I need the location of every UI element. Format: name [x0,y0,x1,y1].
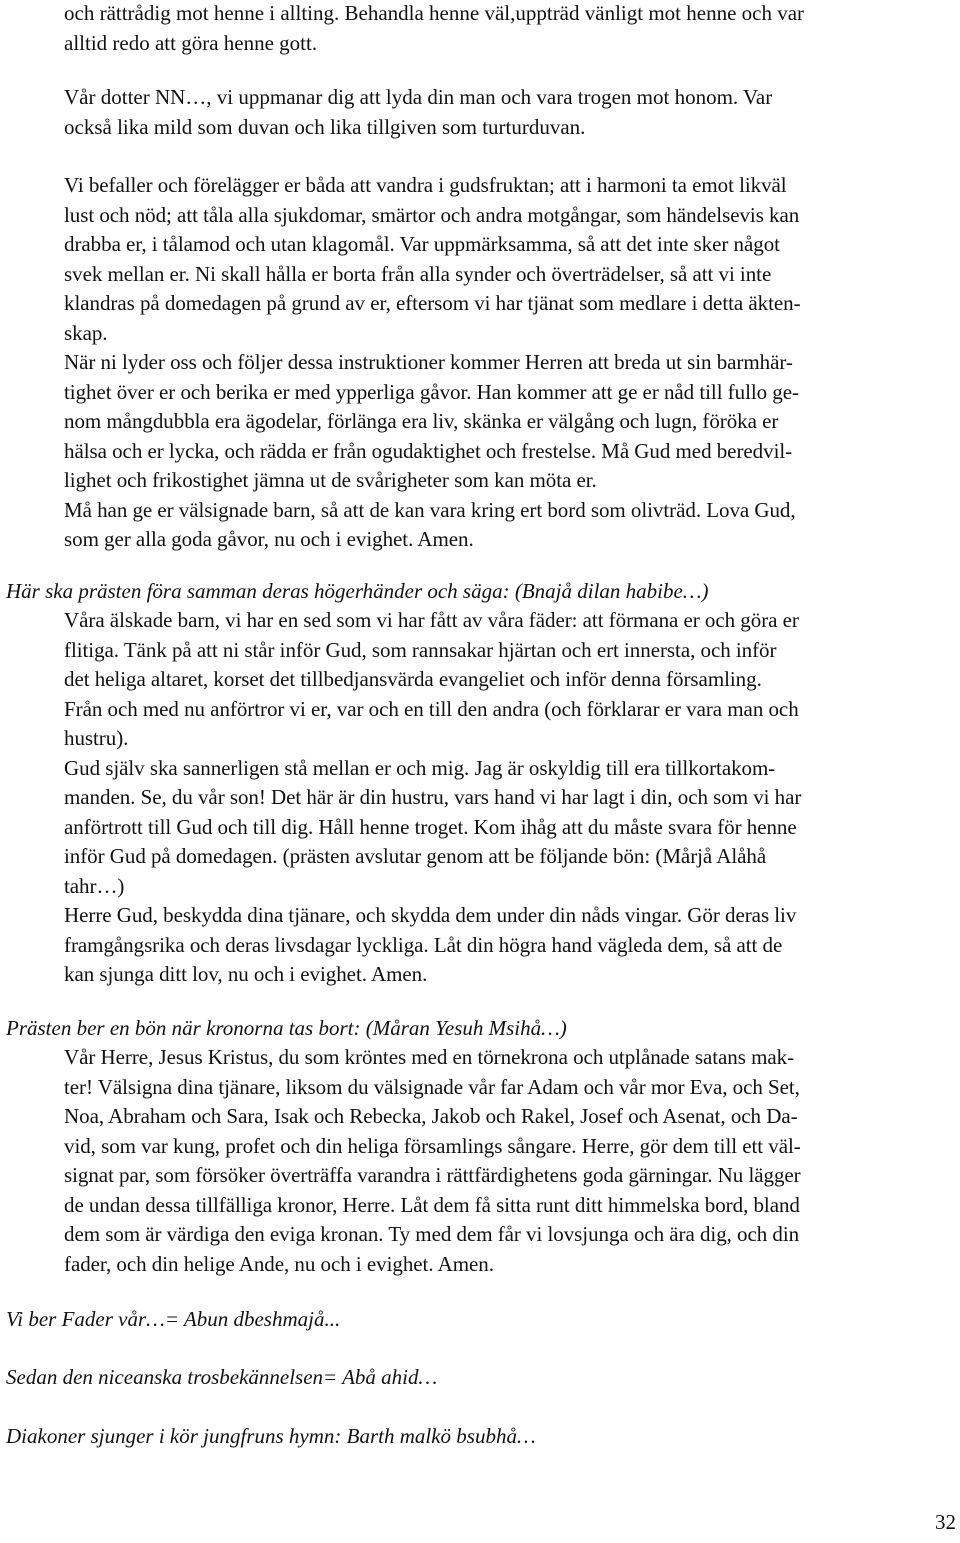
text-line: Herre Gud, beskydda dina tjänare, och skydda dem under din nåds vingar. Gör deras liv [64,903,797,927]
text-line: ter! Välsigna dina tjänare, liksom du välsignade vår far Adam och vår mor Eva, och Set, [64,1074,800,1099]
text-line: När ni lyder oss och följer dessa instruktioner kommer Herren att breda ut sin barmhär- [64,350,793,374]
paragraph-crowns-prayer [64,1043,957,1279]
text-line: som ger alla goda gåvor, nu och i evighet. Amen. [64,527,474,551]
text-line: Vår dotter NN…, vi uppmanar dig att lyda din man och vara trogen mot honom. Var [64,85,773,109]
text-line: manden. Se, du vår son! Det här är din hustru, vars hand vi har lagt i din, och som vi har [64,785,802,809]
text-line: Våra älskade barn, vi har en sed som vi har fått av våra fäder: att förmana er och göra er [64,608,799,632]
text-line: alltid redo att göra henne gott. [64,30,318,55]
text-line: signat par, som försöker överträffa varandra i rättfärdighetens goda gärningar. Nu lägger [64,1163,801,1187]
text-line: framgångsrika och deras livsdagar lyckliga. Låt din högra hand vägleda dem, så att de [64,932,783,957]
text-line: skap. [64,320,108,345]
text-line: Vår Herre, Jesus Kristus, du som kröntes med en törnekrona och utplånade satans mak- [64,1045,795,1069]
text-line: nom mångdubbla era ägodelar, förlänga era liv, skänka er välgång och lugn, föröka er [64,409,779,433]
text-line: Från och med nu anförtror vi er, var och en till den andra (och förklarar er vara man och [64,696,799,721]
text-line: anförtrott till Gud och till dig. Håll henne troget. Kom ihåg att du måste svara för henne [64,814,797,839]
text-line: dem som är värdiga den eviga kronan. Ty med dem får vi lovsjunga och ära dig, och din [64,1222,800,1246]
text-line: inför Gud på domedagen. (prästen avslutar genom att be följande bön: (Mårjå Alåhå [64,844,767,868]
heading-nicene-creed: Sedan den niceanska trosbekännelsen= Abå ahid… [6,1365,438,1389]
heading-crowns-removed: Prästen ber en bön när kronorna tas bort: (Måran Yesuh Msihå…) [6,1016,567,1040]
heading-joining-hands: Här ska prästen föra samman deras högerhänder och säga: (Bnajå dilan habibe…) [6,579,709,603]
text-line: Noa, Abraham och Sara, Isak och Rebecka, Jakob och Rakel, Josef och Asenat, och Da- [64,1104,798,1128]
text-line: hälsa och er lycka, och rädda er från ogudaktighet och frestelse. Må Gud med beredvil- [64,438,793,463]
text-line: svek mellan er. Ni skall hålla er borta från alla synder och överträdelser, så att vi inte [64,261,772,286]
paragraph-intro-husband [64,0,957,58]
text-line: klandras på domedagen på grund av er, eftersom vi har tjänat som medlare i detta äkten- [64,291,801,315]
text-line: de undan dessa tillfälliga kronor, Herre. Låt dem få sitta runt ditt himmelska bord, bland [64,1192,800,1217]
text-line: tighet över er och berika er med ypperliga gåvor. Han kommer att ge er nåd till fullo ge- [64,379,799,404]
paragraph-exhortation [64,171,957,555]
text-line: Må han ge er välsignade barn, så att de kan vara kring ert bord som olivträd. Lova Gud, [64,497,796,522]
page-number: 32 [935,1510,956,1534]
paragraph-joining-address [64,606,957,990]
text-line: lighet och frikostighet jämna ut de svårigheter som kan möta er. [64,468,597,492]
text-line: Gud själv ska sannerligen stå mellan er och mig. Jag är oskyldig till era tillkortakom- [64,755,776,780]
text-line: vid, som var kung, profet och din heliga församlings sångare. Herre, gör dem till ett väl- [64,1133,801,1158]
heading-lords-prayer: Vi ber Fader vår…= Abun dbeshmajå... [6,1307,341,1331]
text-line: det heliga altaret, korset det tillbedjansvärda evangeliet och inför denna församling. [64,667,762,691]
text-line: drabba er, i tålamod och utan klagomål. Var uppmärksamma, så att det inte sker något [64,232,780,256]
heading-virgin-hymn: Diakoner sjunger i kör jungfruns hymn: Barth malkö bsubhå… [6,1424,536,1448]
text-line: tahr…) [64,873,125,898]
text-line: kan sjunga ditt lov, nu och i evighet. Amen. [64,962,428,986]
text-line: också lika mild som duvan och lika tillgiven som turturduvan. [64,114,586,139]
text-line: fader, och din helige Ande, nu och i evighet. Amen. [64,1251,494,1276]
text-line: och rättrådig mot henne i allting. Behandla henne väl,uppträd vänligt mot henne och var [64,1,805,25]
text-line: lust och nöd; att tåla alla sjukdomar, smärtor och andra motgångar, som händelsevis kan [64,202,800,227]
text-line: Vi befaller och förelägger er båda att vandra i gudsfruktan; att i harmoni ta emot likväl [64,173,787,197]
text-line: flitiga. Tänk på att ni står inför Gud, som rannsakar hjärtan och ert innersta, och inför [64,637,777,662]
text-line: hustru). [64,726,129,750]
paragraph-intro-daughter [64,83,957,142]
